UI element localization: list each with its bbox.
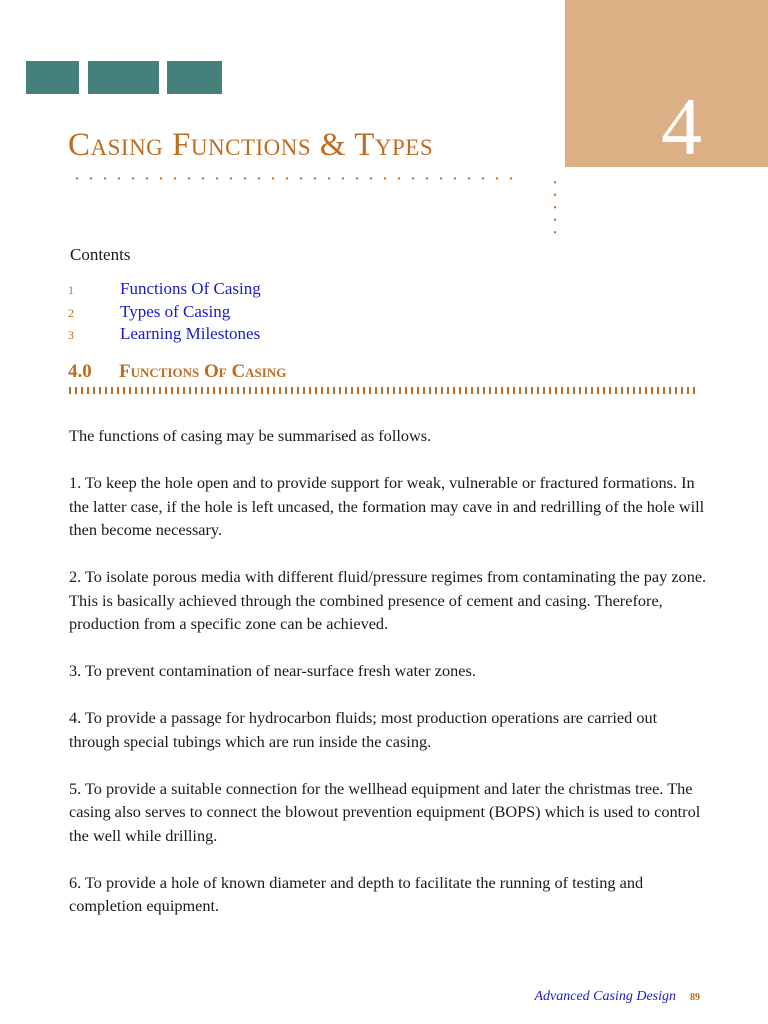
page-footer	[534, 989, 700, 1005]
toc-item[interactable]	[68, 279, 261, 302]
chapter-number: 4	[661, 81, 702, 172]
toc-link-functions-of-casing[interactable]: Functions Of Casing	[120, 279, 261, 298]
footer-book-title: Advanced Casing Design	[534, 989, 676, 1004]
paragraph-function-2: 2. To isolate porous media with different fluid/pressure regimes from contaminating the pay zone. This is basically achieved through the combined presence of cement and casing. Therefore, production from a specific zone can be achieved.	[69, 567, 707, 633]
toc-link-learning-milestones[interactable]: Learning Milestones	[120, 324, 261, 343]
paragraph-function-6: 6. To provide a hole of known diameter and depth to facilitate the running of testing and completion equipment.	[69, 872, 644, 915]
chapter-number-box	[565, 0, 768, 172]
toc-item-number: 3	[68, 328, 74, 342]
section-heading	[68, 361, 286, 383]
body-text	[69, 424, 709, 941]
toc-item[interactable]	[68, 302, 261, 325]
toc-item-number: 1	[68, 283, 74, 297]
table-of-contents	[68, 279, 261, 347]
paragraph-function-3: 3. To prevent contamination of near-surface fresh water zones.	[69, 661, 476, 680]
contents-heading: Contents	[70, 245, 131, 264]
toc-item[interactable]	[68, 324, 261, 347]
vertical-dotted-rule	[553, 176, 557, 238]
header-bar-3	[167, 61, 222, 94]
section-dotted-rule	[69, 387, 699, 394]
toc-link-types-of-casing[interactable]: Types of Casing	[120, 301, 231, 321]
header-bar-2	[88, 61, 159, 94]
section-number: 4.0	[68, 361, 92, 382]
title-dotted-rule	[70, 177, 514, 180]
paragraph-intro: The functions of casing may be summarised as follows.	[69, 426, 432, 445]
chapter-title: Casing Functions & Types	[68, 127, 434, 163]
page-number: 89	[690, 992, 700, 1003]
paragraph-function-5: 5. To provide a suitable connection for the wellhead equipment and later the christmas tree. The casing also serves to connect the blowout prevention equipment (BOPS) which is used to control the well while drilling.	[69, 778, 701, 845]
toc-item-number: 2	[68, 305, 74, 320]
paragraph-function-1: 1. To keep the hole open and to provide support for weak, vulnerable or fractured formations. In the latter case, if the hole is left uncased, the formation may cave in and redrilling of the hole will then become necessary.	[69, 473, 705, 539]
paragraph-function-4: 4. To provide a passage for hydrocarbon fluids; most production operations are carried out through special tubings which are run inside the casing.	[69, 708, 658, 751]
section-title: Functions Of Casing	[119, 361, 287, 382]
header-bar-1	[26, 61, 79, 94]
